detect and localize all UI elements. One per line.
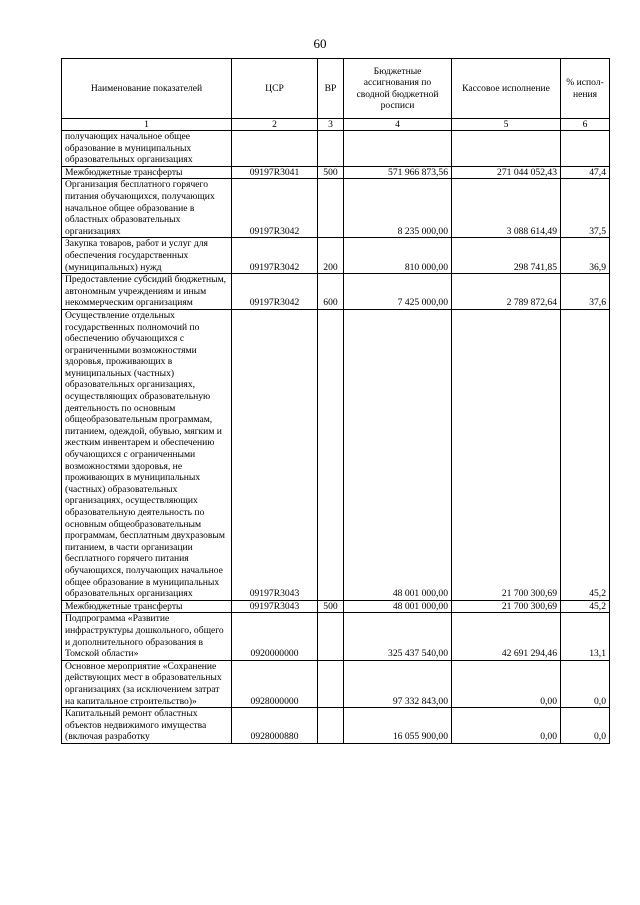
cell-cash — [452, 131, 561, 167]
cell-vr — [318, 660, 344, 707]
cell-cash: 2 789 872,64 — [452, 274, 561, 310]
header-row — [62, 59, 610, 119]
cell-budget: 325 437 540,00 — [344, 613, 452, 660]
table-row — [62, 166, 610, 179]
cell-csr: 09197R3041 — [232, 166, 318, 179]
cell-cash: 21 700 300,69 — [452, 600, 561, 613]
cell-budget: 810 000,00 — [344, 238, 452, 274]
cell-budget: 97 332 843,00 — [344, 660, 452, 707]
cell-percent: 47,4 — [561, 166, 610, 179]
cell-vr: 500 — [318, 166, 344, 179]
cell-name: Организация бесплатного горячего питания обучающихся, получающих начальное общее образование в областных образовательных организациях — [62, 179, 232, 238]
cell-percent: 0,0 — [561, 660, 610, 707]
cell-percent: 13,1 — [561, 613, 610, 660]
table-row — [62, 309, 610, 600]
header-vr: ВР — [318, 59, 344, 119]
cell-budget: 571 966 873,56 — [344, 166, 452, 179]
cell-vr — [318, 708, 344, 744]
header-name: Наименование показателей — [62, 59, 232, 119]
cell-name: получающих начальное общее образование в муниципальных образовательных организациях — [62, 131, 232, 167]
cell-name: Осуществление отдельных государственных полномочий по обеспечению обучающихся с ограниченными возможностями здоровья, проживающих в муниципальных (частных) образовательных организациях, осуществляющих образовательную деятельность по основным общеобразовательным программам, питанием, одеждой, обувью, мягким и жестким инвентарем и обеспечению обучающихся с ограниченными возможностями здоровья, не проживающих в муниципальных (частных) образовательных организациях, осуществляющих образовательную деятельность по основным общеобразовательным программам, бесплатным двухразовым питанием, в части организации бесплатного горячего питания обучающихся, получающих начальное общее образование в муниципальных образовательных организациях — [62, 309, 232, 600]
cell-csr: 09197R3042 — [232, 238, 318, 274]
cell-percent: 37,5 — [561, 179, 610, 238]
cell-csr: 09197R3043 — [232, 309, 318, 600]
cell-vr — [318, 613, 344, 660]
index-cell: 1 — [62, 119, 232, 131]
header-budget: Бюджетные ассигнования по сводной бюджетной росписи — [344, 59, 452, 119]
cell-budget: 7 425 000,00 — [344, 274, 452, 310]
budget-table — [61, 58, 610, 744]
table-row — [62, 660, 610, 707]
cell-vr — [318, 179, 344, 238]
header-percent: % испол-нения — [561, 59, 610, 119]
cell-csr — [232, 131, 318, 167]
cell-cash: 3 088 614,49 — [452, 179, 561, 238]
index-cell: 3 — [318, 119, 344, 131]
index-cell: 2 — [232, 119, 318, 131]
cell-cash: 0,00 — [452, 660, 561, 707]
header-cash: Кассовое исполнение — [452, 59, 561, 119]
index-cell: 6 — [561, 119, 610, 131]
table-row — [62, 600, 610, 613]
cell-cash: 42 691 294,46 — [452, 613, 561, 660]
cell-vr — [318, 309, 344, 600]
cell-csr: 0928000880 — [232, 708, 318, 744]
cell-percent: 45,2 — [561, 600, 610, 613]
cell-name: Основное мероприятие «Сохранение действующих мест в образовательных организациях (за исключением затрат на капитальное строительство)» — [62, 660, 232, 707]
cell-cash: 271 044 052,43 — [452, 166, 561, 179]
cell-percent — [561, 131, 610, 167]
cell-csr: 09197R3042 — [232, 179, 318, 238]
page-number: 60 — [313, 36, 327, 51]
table-row — [62, 179, 610, 238]
index-cell: 5 — [452, 119, 561, 131]
cell-percent: 36,9 — [561, 238, 610, 274]
cell-name: Подпрограмма «Развитие инфраструктуры дошкольного, общего и дополнительного образования в Томской области» — [62, 613, 232, 660]
index-cell: 4 — [344, 119, 452, 131]
cell-cash: 0,00 — [452, 708, 561, 744]
table-row — [62, 274, 610, 310]
cell-percent: 37,6 — [561, 274, 610, 310]
cell-percent: 0,0 — [561, 708, 610, 744]
table-row — [62, 131, 610, 167]
cell-name: Закупка товаров, работ и услуг для обеспечения государственных (муниципальных) нужд — [62, 238, 232, 274]
cell-name: Капитальный ремонт областных объектов недвижимого имущества (включая разработку — [62, 708, 232, 744]
cell-csr: 0928000000 — [232, 660, 318, 707]
cell-vr: 500 — [318, 600, 344, 613]
cell-vr: 200 — [318, 238, 344, 274]
cell-csr: 09197R3042 — [232, 274, 318, 310]
cell-name: Межбюджетные трансферты — [62, 600, 232, 613]
cell-vr: 600 — [318, 274, 344, 310]
cell-budget: 8 235 000,00 — [344, 179, 452, 238]
cell-budget: 48 001 000,00 — [344, 309, 452, 600]
cell-name: Межбюджетные трансферты — [62, 166, 232, 179]
table-row — [62, 238, 610, 274]
header-csr: ЦСР — [232, 59, 318, 119]
cell-budget — [344, 131, 452, 167]
cell-csr: 09197R3043 — [232, 600, 318, 613]
column-index-row — [62, 119, 610, 131]
cell-budget: 16 055 900,00 — [344, 708, 452, 744]
cell-percent: 45,2 — [561, 309, 610, 600]
cell-budget: 48 001 000,00 — [344, 600, 452, 613]
cell-vr — [318, 131, 344, 167]
cell-cash: 21 700 300,69 — [452, 309, 561, 600]
table-row — [62, 613, 610, 660]
cell-cash: 298 741,85 — [452, 238, 561, 274]
cell-name: Предоставление субсидий бюджетным, автономным учреждениям и иным некоммерческим организациям — [62, 274, 232, 310]
cell-csr: 0920000000 — [232, 613, 318, 660]
table-row — [62, 708, 610, 744]
